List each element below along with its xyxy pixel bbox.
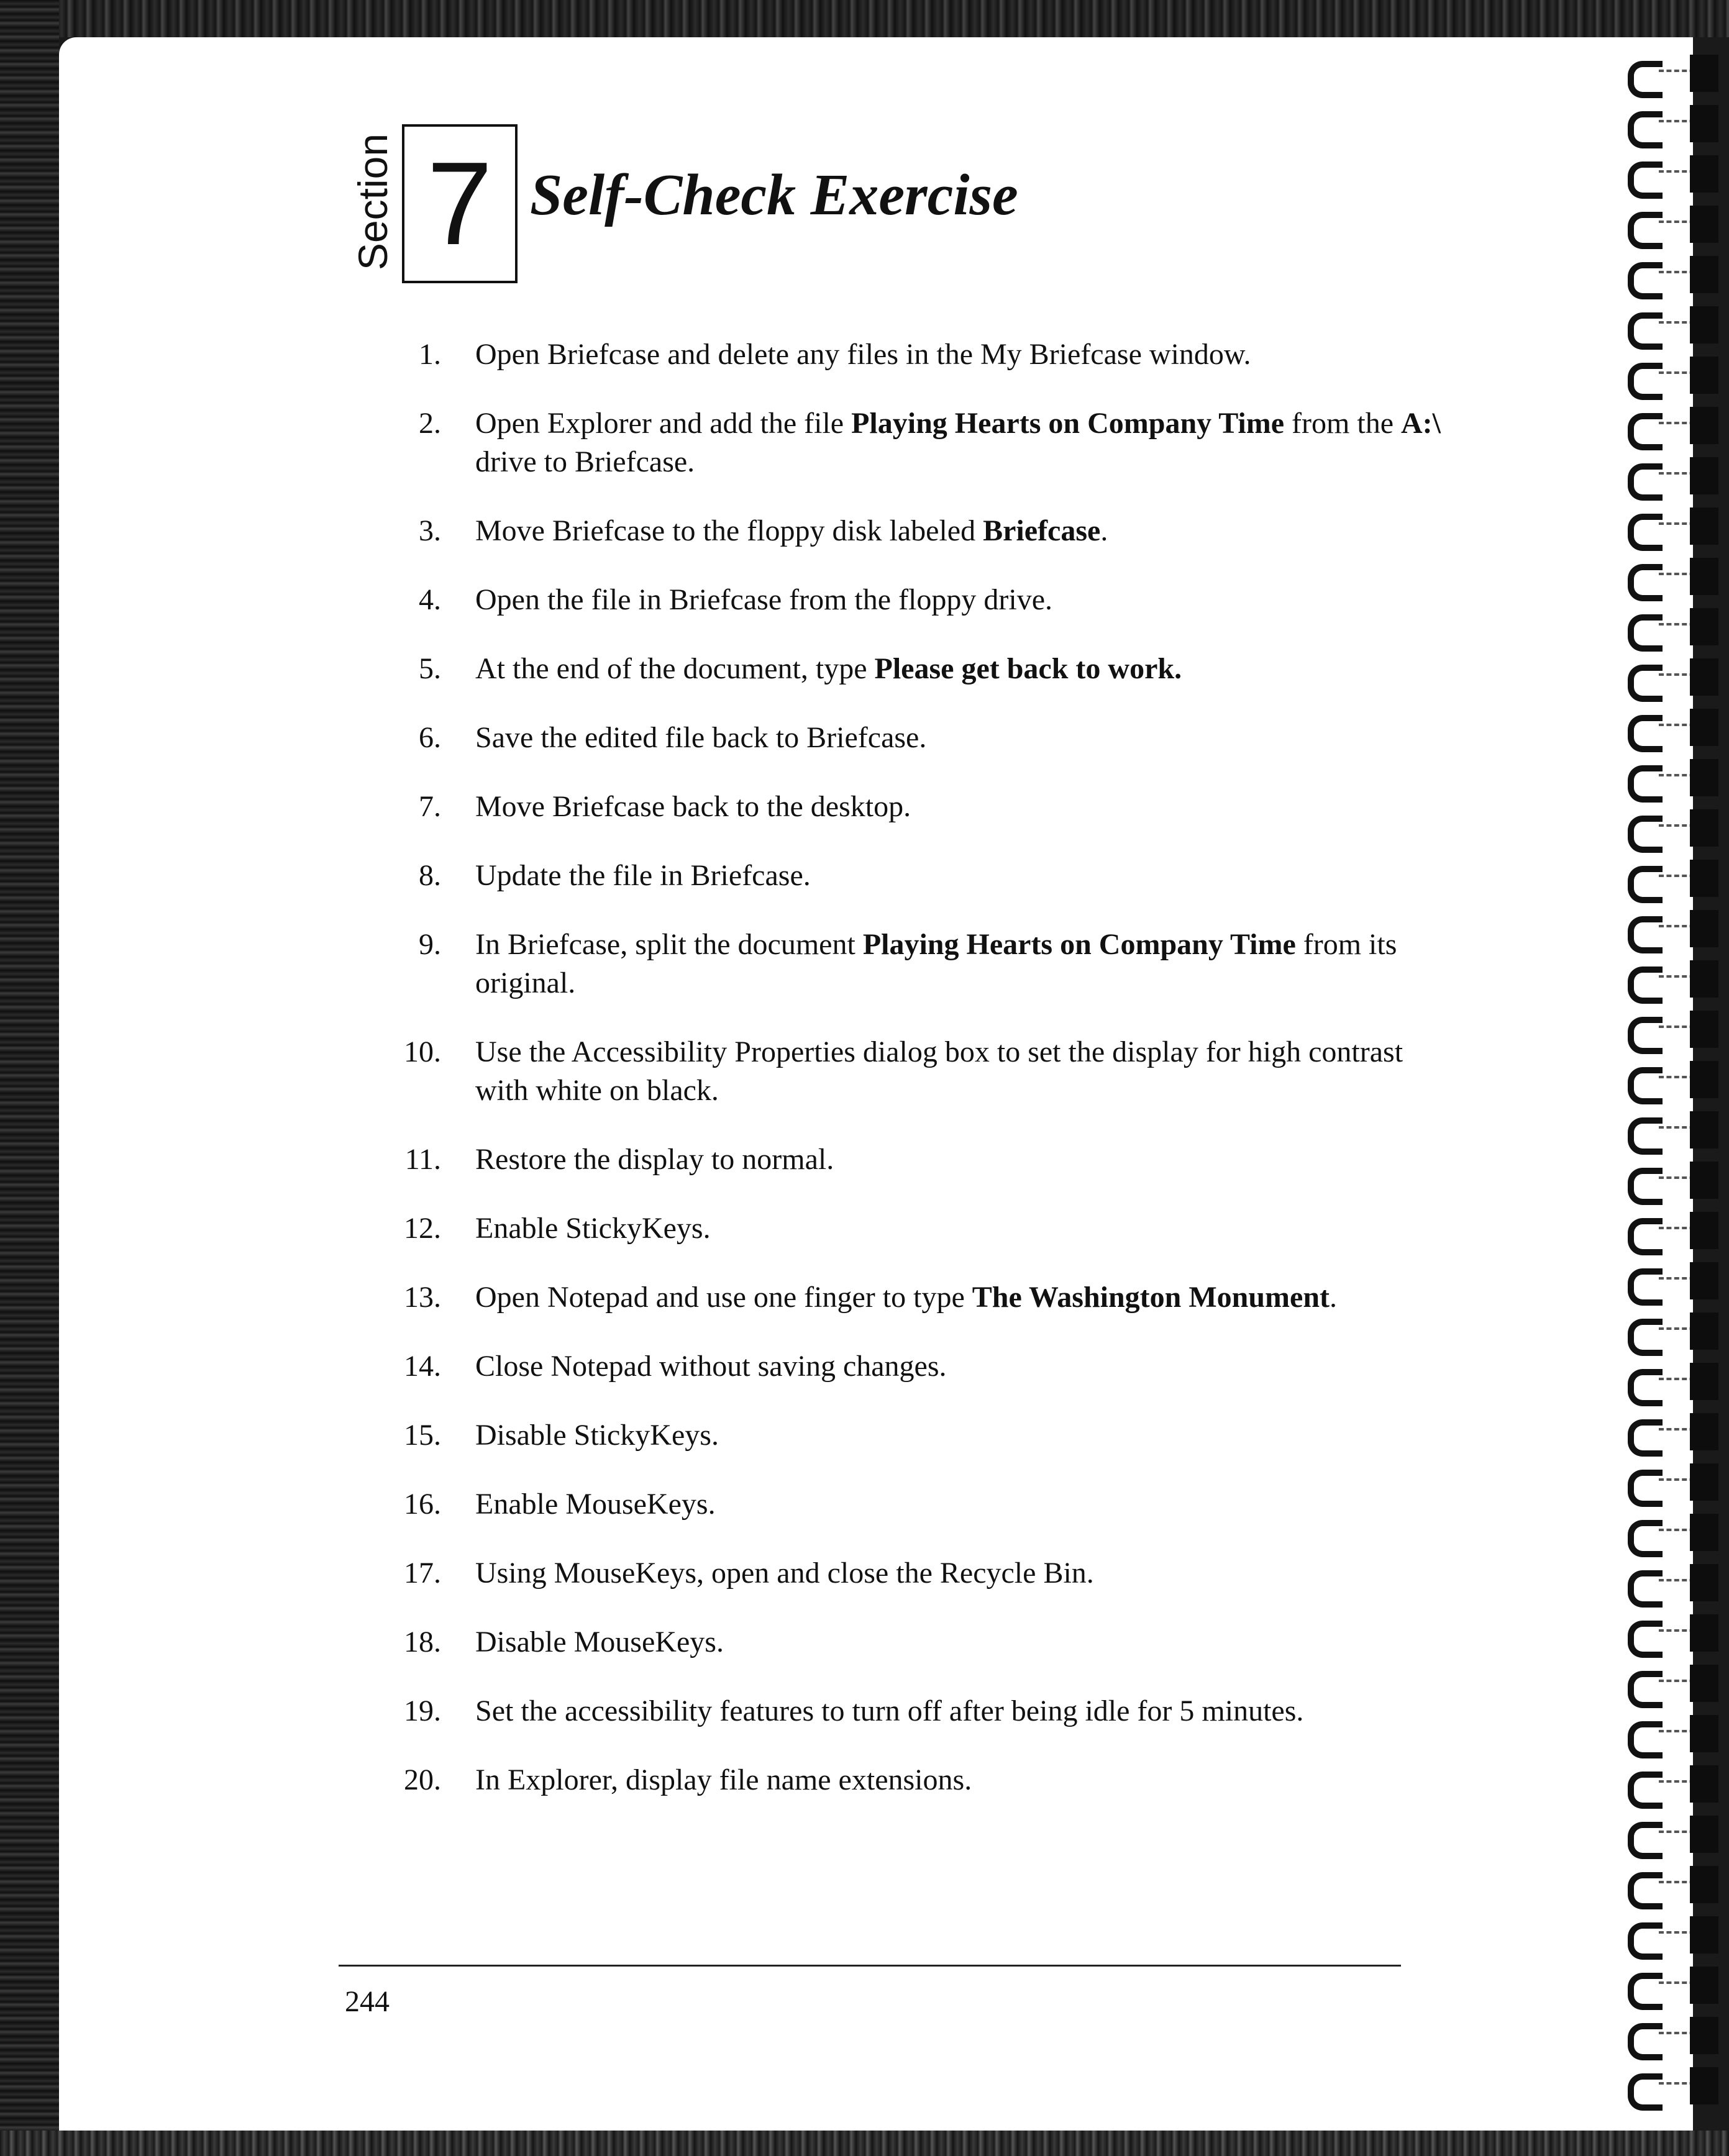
spiral-coil: [1615, 603, 1729, 653]
exercise-item: [373, 926, 1482, 1003]
exercise-text: [475, 1350, 947, 1383]
exercise-text: [475, 583, 1052, 616]
exercise-number: 20.: [404, 1763, 441, 1796]
exercise-item: [373, 512, 1429, 550]
exercise-number: 18.: [404, 1626, 441, 1658]
text-run: In Briefcase, split the document: [475, 928, 863, 961]
spiral-coil: [1615, 1811, 1729, 1860]
spiral-binding: [1615, 50, 1729, 2131]
exercise-item: [373, 1692, 1429, 1731]
exercise-text: [475, 338, 1251, 371]
text-run: from the: [1284, 407, 1401, 440]
scan-border-left: [0, 0, 59, 2156]
text-run: .: [1100, 514, 1108, 547]
spiral-coil: [1615, 1509, 1729, 1558]
exercise-number: 8.: [419, 859, 441, 892]
spiral-coil: [1615, 855, 1729, 904]
text-run: Open Notepad and use one finger to type: [475, 1281, 972, 1314]
exercise-item: [373, 1623, 1429, 1662]
spiral-coil: [1615, 1056, 1729, 1106]
exercise-number: 15.: [404, 1419, 441, 1452]
exercise-item: [373, 857, 1429, 895]
exercise-item: [373, 1485, 1429, 1524]
exercise-number: 14.: [404, 1350, 441, 1383]
exercise-item: [373, 719, 1429, 757]
text-run: Enable MouseKeys.: [475, 1488, 716, 1521]
spiral-coil: [1615, 251, 1729, 301]
text-run: from its original.: [475, 928, 1397, 999]
page-title: Self-Check Exercise: [530, 163, 1018, 227]
spiral-coil: [1615, 1962, 1729, 2011]
spiral-coil: [1615, 1358, 1729, 1408]
text-run: Move Briefcase back to the desktop.: [475, 790, 911, 823]
exercise-number: 17.: [404, 1557, 441, 1590]
spiral-coil: [1615, 1006, 1729, 1055]
text-run: Restore the display to normal.: [475, 1143, 834, 1176]
exercise-text: [475, 1626, 724, 1658]
bold-term: Briefcase: [983, 514, 1101, 547]
spiral-coil: [1615, 1559, 1729, 1609]
exercise-item: [373, 1209, 1429, 1248]
text-run: Enable StickyKeys.: [475, 1212, 711, 1245]
text-run: .: [1330, 1281, 1338, 1314]
spiral-coil: [1615, 1207, 1729, 1257]
exercise-text: [475, 1694, 1303, 1727]
spiral-coil: [1615, 955, 1729, 1005]
spiral-coil: [1615, 1710, 1729, 1760]
spiral-coil: [1615, 1408, 1729, 1458]
spiral-coil: [1615, 402, 1729, 452]
exercise-text: [475, 1419, 719, 1452]
exercise-number: 10.: [404, 1035, 441, 1068]
exercise-item: [373, 1140, 1429, 1179]
bold-term: Playing Hearts on Company Time: [862, 928, 1296, 961]
text-run: Disable MouseKeys.: [475, 1626, 724, 1658]
spiral-coil: [1615, 1257, 1729, 1307]
text-run: Open Explorer and add the file: [475, 407, 852, 440]
bold-term: A:\: [1401, 407, 1441, 440]
bold-term: The Washington Monument: [972, 1281, 1330, 1314]
spiral-coil: [1615, 804, 1729, 854]
text-run: Use the Accessibility Properties dialog box to set the display for high contrast with white on black.: [475, 1035, 1403, 1107]
exercise-number: 11.: [404, 1143, 441, 1176]
text-run: drive to Briefcase.: [475, 445, 695, 478]
text-run: Open the file in Briefcase from the floppy drive.: [475, 583, 1053, 616]
spiral-coil: [1615, 1609, 1729, 1659]
spiral-coil: [1615, 1861, 1729, 1911]
spiral-coil: [1615, 1308, 1729, 1357]
spiral-coil: [1615, 100, 1729, 150]
page-number: 244: [345, 1985, 390, 2018]
exercise-text: [475, 790, 911, 823]
exercise-number: 12.: [404, 1212, 441, 1245]
spiral-coil: [1615, 301, 1729, 351]
text-run: Close Notepad without saving changes.: [475, 1350, 947, 1383]
exercise-text: [475, 1557, 1094, 1590]
spiral-coil: [1615, 704, 1729, 753]
exercise-number: 5.: [419, 652, 441, 685]
spiral-coil: [1615, 50, 1729, 99]
exercise-item: [373, 1347, 1429, 1386]
spiral-coil: [1615, 1157, 1729, 1206]
exercise-item: [373, 404, 1469, 481]
exercise-number: 9.: [419, 928, 441, 961]
spiral-coil: [1615, 1760, 1729, 1810]
spiral-coil: [1615, 1660, 1729, 1709]
exercise-number: 6.: [419, 721, 441, 754]
spiral-coil: [1615, 1911, 1729, 1961]
exercise-text: [475, 721, 926, 754]
exercise-text: [475, 859, 811, 892]
exercise-text: [475, 652, 1182, 685]
text-run: Disable StickyKeys.: [475, 1419, 719, 1452]
spiral-coil: [1615, 905, 1729, 955]
exercise-text: [475, 514, 1108, 547]
section-word: Section: [350, 133, 396, 271]
exercise-text: [475, 1488, 716, 1521]
spiral-coil: [1615, 201, 1729, 250]
exercise-item: [373, 788, 1429, 826]
text-run: At the end of the document, type: [475, 652, 875, 685]
exercise-number: 13.: [404, 1281, 441, 1314]
scan-border-top: [0, 0, 1729, 37]
exercise-text: [475, 1035, 1403, 1107]
spiral-coil: [1615, 352, 1729, 401]
exercise-number: 7.: [419, 790, 441, 823]
exercise-number: 19.: [404, 1694, 441, 1727]
exercise-number: 4.: [419, 583, 441, 616]
text-run: Set the accessibility features to turn off after being idle for 5 minutes.: [475, 1694, 1304, 1727]
exercise-text: [475, 407, 1441, 478]
spiral-coil: [1615, 2012, 1729, 2062]
spiral-coil: [1615, 452, 1729, 502]
exercise-number: 2.: [419, 407, 441, 440]
spiral-coil: [1615, 503, 1729, 552]
exercise-number: 1.: [419, 338, 441, 371]
exercise-item: [373, 650, 1429, 688]
section-number-box: [402, 124, 518, 283]
text-run: In Explorer, display file name extensions.: [475, 1763, 972, 1796]
exercise-item: [373, 1554, 1429, 1593]
exercise-number: 16.: [404, 1488, 441, 1521]
exercise-item: [373, 581, 1429, 619]
text-run: Using MouseKeys, open and close the Recycle Bin.: [475, 1557, 1094, 1590]
spiral-coil: [1615, 2062, 1729, 2112]
exercise-item: [373, 1278, 1429, 1317]
exercise-item: [373, 335, 1429, 374]
exercise-text: [475, 1763, 972, 1796]
section-number: 7: [427, 138, 493, 270]
bold-term: Playing Hearts on Company Time: [851, 407, 1285, 440]
spiral-coil: [1615, 1458, 1729, 1508]
exercise-text: [475, 1281, 1337, 1314]
scan-border-bottom: [0, 2131, 1729, 2156]
footer-rule: [339, 1965, 1401, 1967]
text-run: Update the file in Briefcase.: [475, 859, 811, 892]
exercise-list: [373, 335, 1441, 1830]
text-run: Open Briefcase and delete any files in the My Briefcase window.: [475, 338, 1251, 371]
section-header: [345, 118, 1152, 286]
exercise-text: [475, 1143, 834, 1176]
exercise-number: 3.: [419, 514, 441, 547]
text-run: Move Briefcase to the floppy disk labeled: [475, 514, 983, 547]
section-label: [345, 118, 401, 286]
bold-term: Please get back to work.: [874, 652, 1182, 685]
exercise-item: [373, 1033, 1426, 1110]
exercise-item: [373, 1761, 1429, 1799]
text-run: Save the edited file back to Briefcase.: [475, 721, 927, 754]
spiral-coil: [1615, 150, 1729, 200]
exercise-item: [373, 1416, 1429, 1455]
spiral-coil: [1615, 653, 1729, 703]
exercise-text: [475, 928, 1397, 999]
spiral-coil: [1615, 553, 1729, 603]
spiral-coil: [1615, 754, 1729, 804]
spiral-coil: [1615, 1106, 1729, 1156]
exercise-text: [475, 1212, 711, 1245]
